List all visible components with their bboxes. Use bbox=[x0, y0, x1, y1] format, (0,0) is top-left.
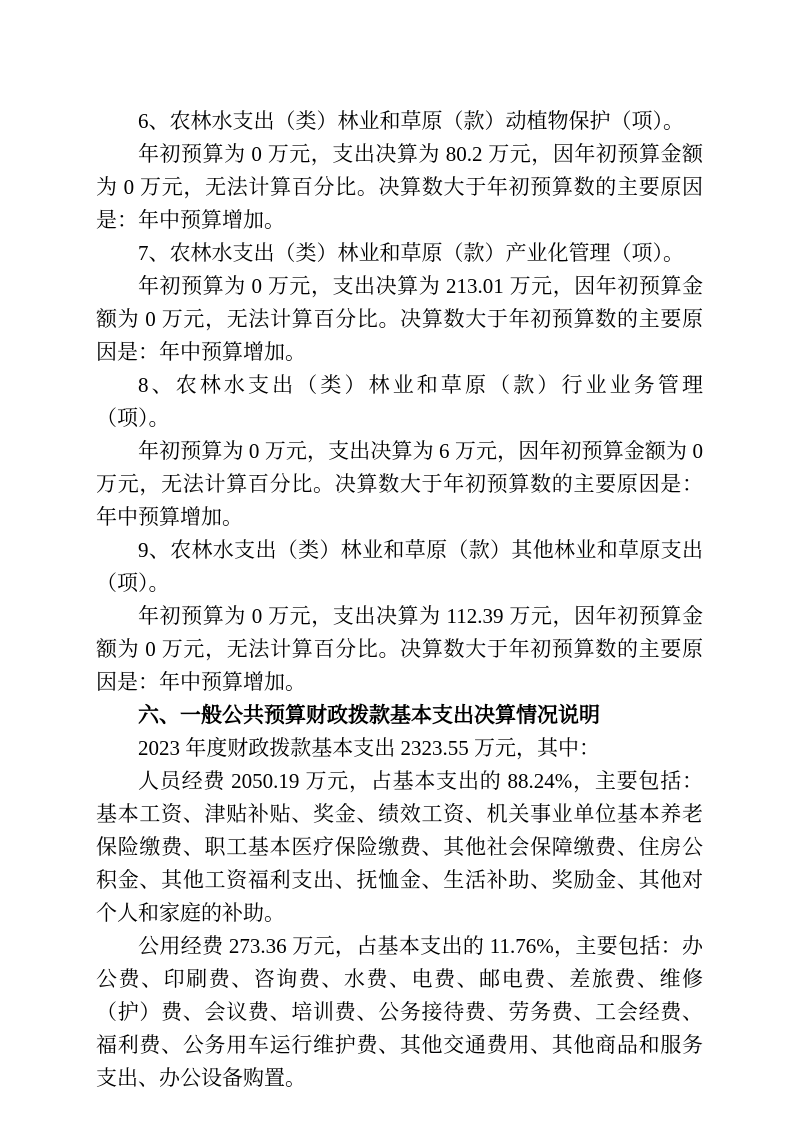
personnel-funds-paragraph: 人员经费 2050.19 万元，占基本支出的 88.24%，主要包括：基本工资、津贴补贴、奖金、绩效工资、机关事业单位基本养老保险缴费、职工基本医疗保险缴费、其他社会保障缴费、住房公积金、其他工资福利支出、抚恤金、生活补助、奖励金、其他对个人和家庭的补助。 bbox=[96, 769, 703, 925]
budget-item-6-title: 6、农林水支出（类）林业和草原（款）动植物保护（项）。 bbox=[138, 109, 684, 133]
budget-item-7-detail: 年初预算为 0 万元，支出决算为 213.01 万元，因年初预算金额为 0 万元，无法计算百分比。决算数大于年初预算数的主要原因是：年中预算增加。 bbox=[96, 274, 703, 364]
basic-expenditure-summary: 2023 年度财政拨款基本支出 2323.55 万元，其中： bbox=[138, 736, 600, 760]
budget-item-7-title: 7、农林水支出（类）林业和草原（款）产业化管理（项）。 bbox=[138, 241, 684, 265]
budget-item-6-detail: 年初预算为 0 万元，支出决算为 80.2 万元，因年初预算金额为 0 万元，无法计算百分比。决算数大于年初预算数的主要原因是：年中预算增加。 bbox=[96, 142, 703, 232]
budget-item-8-title: 8、农林水支出（类）林业和草原（款）行业业务管理（项）。 bbox=[96, 373, 703, 430]
section-six-heading: 六、一般公共预算财政拨款基本支出决算情况说明 bbox=[138, 704, 600, 727]
public-funds-paragraph: 公用经费 273.36 万元，占基本支出的 11.76%，主要包括：办公费、印刷费、咨询费、水费、电费、邮电费、差旅费、维修（护）费、会议费、培训费、公务接待费、劳务费、工会经费、福利费、公务用车运行维护费、其他交通费用、其他商品和服务支出、办公设备购置。 bbox=[96, 934, 703, 1090]
budget-item-8-detail: 年初预算为 0 万元，支出决算为 6 万元，因年初预算金额为 0 万元，无法计算百分比。决算数大于年初预算数的主要原因是：年中预算增加。 bbox=[96, 439, 703, 529]
budget-item-9-title: 9、农林水支出（类）林业和草原（款）其他林业和草原支出（项）。 bbox=[96, 538, 703, 595]
budget-item-9-detail: 年初预算为 0 万元，支出决算为 112.39 万元，因年初预算金额为 0 万元，无法计算百分比。决算数大于年初预算数的主要原因是：年中预算增加。 bbox=[96, 604, 703, 694]
